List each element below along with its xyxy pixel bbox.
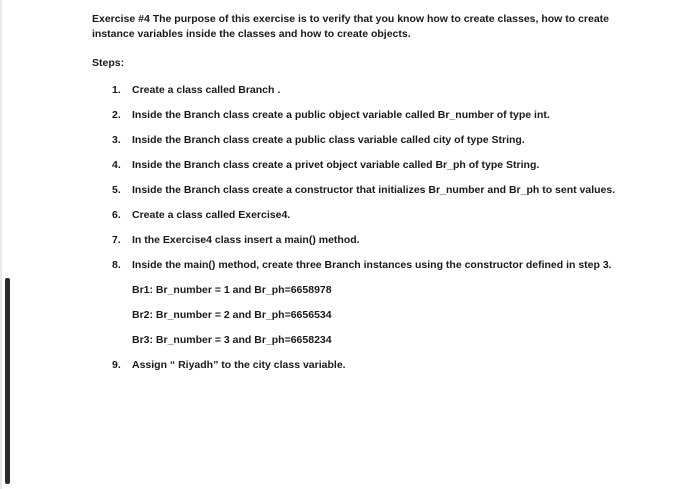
step-item — [92, 183, 652, 198]
step-number: 4. — [112, 159, 121, 171]
step-item — [92, 83, 652, 98]
step-item — [92, 358, 652, 373]
step-text: Inside the Branch class create a constructor that initializes Br_number and Br_ph to sent values. — [132, 184, 616, 196]
step-number: 9. — [112, 359, 121, 371]
step-text: Assign “ Riyadh” to the city class variable. — [132, 359, 346, 371]
step-text: Create a class called Branch . — [132, 84, 281, 96]
scrollbar[interactable] — [5, 278, 10, 484]
step-text: Create a class called Exercise4. — [132, 209, 291, 221]
step-item — [92, 233, 652, 248]
instance-line: Br3: Br_number = 3 and Br_ph=6658234 — [132, 334, 332, 346]
exercise-intro: Exercise #4 The purpose of this exercise is to verify that you know how to create classes, how to create instance variables inside the classes and how to create objects. — [92, 13, 610, 40]
step-item — [92, 208, 652, 223]
step-item — [92, 158, 652, 173]
page-edge — [0, 0, 2, 489]
step-number: 2. — [112, 109, 121, 121]
steps-heading: Steps: — [92, 57, 125, 69]
step-number: 6. — [112, 209, 121, 221]
step-number: 1. — [112, 84, 121, 96]
step-text: Inside the main() method, create three Branch instances using the constructor defined in step 3. — [132, 259, 612, 271]
exercise-document — [92, 12, 652, 373]
step-text: In the Exercise4 class insert a main() method. — [132, 234, 360, 246]
step-item — [92, 258, 652, 348]
instance-line: Br1: Br_number = 1 and Br_ph=6658978 — [132, 284, 332, 296]
step-item — [92, 133, 652, 148]
step-number: 8. — [112, 259, 121, 271]
instance-list — [132, 283, 652, 348]
step-text: Inside the Branch class create a privet object variable called Br_ph of type String. — [132, 159, 540, 171]
step-number: 7. — [112, 234, 121, 246]
step-text: Inside the Branch class create a public class variable called city of type String. — [132, 134, 525, 146]
step-number: 3. — [112, 134, 121, 146]
steps-list — [92, 83, 652, 373]
instance-line: Br2: Br_number = 2 and Br_ph=6656534 — [132, 309, 332, 321]
step-number: 5. — [112, 184, 121, 196]
step-item — [92, 108, 652, 123]
step-text: Inside the Branch class create a public object variable called Br_number of type int. — [132, 109, 550, 121]
